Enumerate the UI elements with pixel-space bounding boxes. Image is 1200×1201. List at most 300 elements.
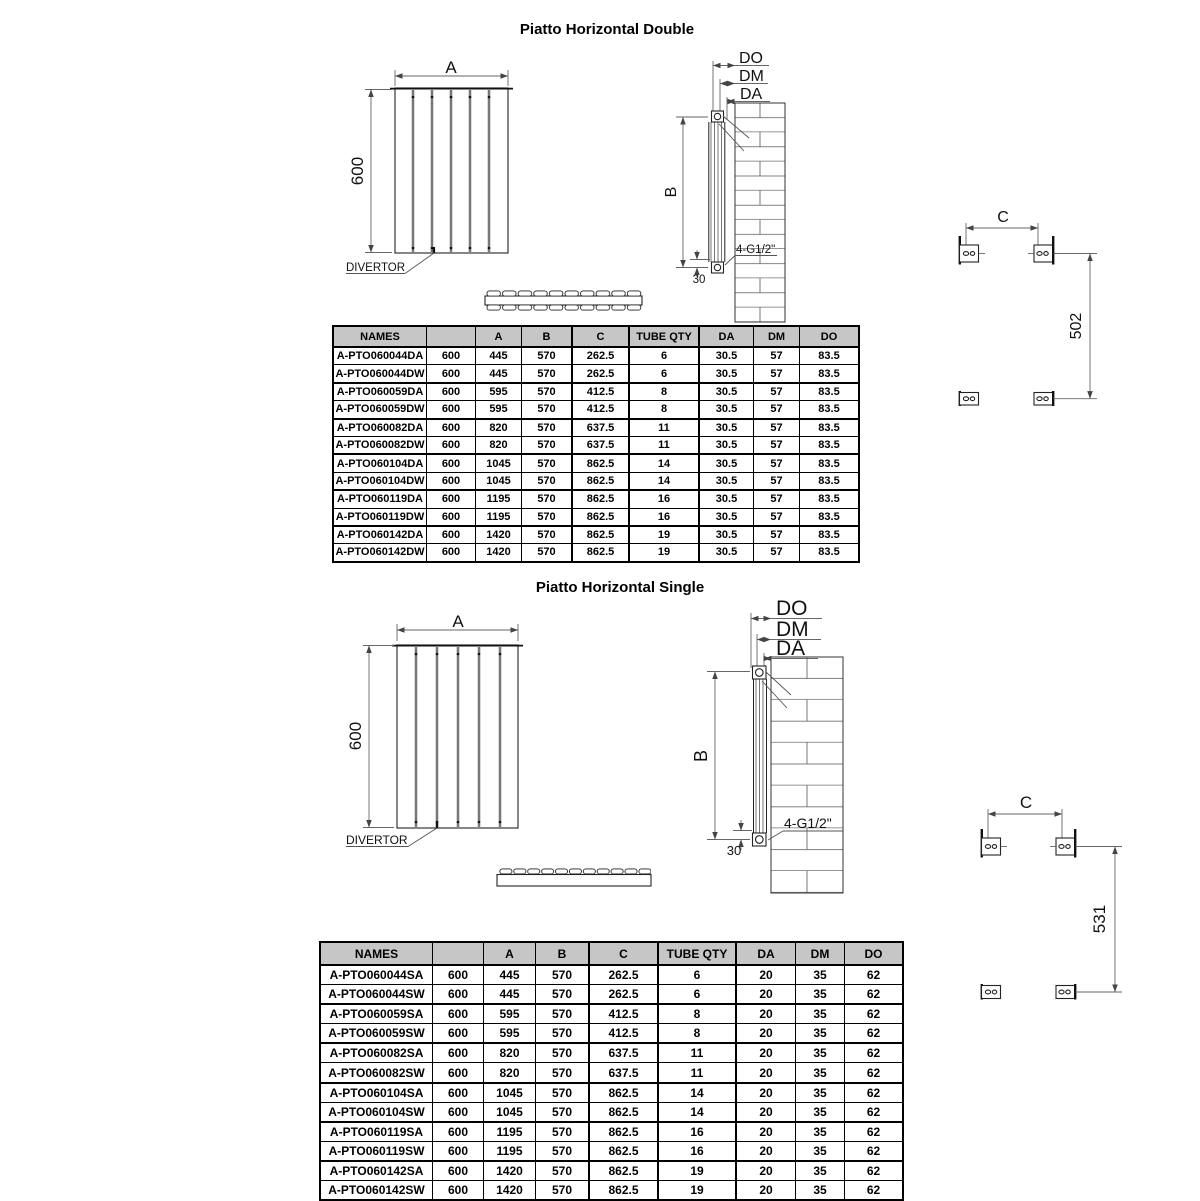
model-name-cell: A-PTO060044DA [333,347,427,365]
table-row [320,1102,903,1122]
spec-value-cell: 83.5 [800,454,860,472]
spec-value-cell: 19 [658,1161,736,1181]
dim-c [988,793,1062,842]
spec-value-cell: 600 [427,526,476,544]
spec-value-cell: 83.5 [800,526,860,544]
spec-value-cell: 83.5 [800,419,860,437]
spec-value-cell: 862.5 [589,1181,658,1201]
spec-value-cell: 570 [536,1043,590,1063]
spec-value-cell: 1195 [484,1122,536,1142]
wall [771,657,843,893]
spec-value-cell: 600 [427,401,476,419]
model-name-cell: A-PTO060142DA [333,526,427,544]
model-name-cell: A-PTO060059SA [320,1004,433,1024]
dim-b [663,117,708,268]
spec-value-cell: 20 [736,965,796,985]
model-name-cell: A-PTO060119DA [333,490,427,508]
spec-value-cell: 30.5 [699,472,754,490]
spec-value-cell: 262.5 [589,965,658,985]
dim-label-b: B [691,749,711,763]
spec-value-cell: 820 [476,419,522,437]
column-header: C [572,326,629,347]
spec-value-cell: 57 [754,401,800,419]
spec-value-cell: 570 [522,544,573,562]
spec-value-cell: 83.5 [800,365,860,383]
table-row [320,1161,903,1181]
dim-a [397,612,518,641]
spec-value-cell: 820 [484,1063,536,1083]
bracket-top-left [960,236,986,265]
spec-value-cell: 20 [736,1083,796,1103]
spec-value-cell: 862.5 [589,1102,658,1122]
spec-value-cell: 570 [536,1181,590,1201]
column-header: NAMES [320,942,433,965]
dim-label-do: DO [776,597,808,620]
table-row [333,544,859,562]
column-header: DO [800,326,860,347]
radiator-front [392,645,523,828]
spec-value-cell: 35 [796,965,845,985]
table-row [320,1024,903,1044]
spec-value-cell: 14 [629,472,699,490]
spec-value-cell: 30.5 [699,454,754,472]
spec-value-cell: 570 [536,1024,590,1044]
model-name-cell: A-PTO060082SA [320,1043,433,1063]
spec-value-cell: 16 [658,1141,736,1161]
spec-value-cell: 62 [845,1004,904,1024]
bracket-bottom-left [960,391,979,406]
spec-value-cell: 637.5 [589,1063,658,1083]
dim-30 [727,820,752,858]
spec-value-cell: 600 [427,383,476,401]
table-row [320,1043,903,1063]
dim-label-a: A [452,612,464,631]
spec-value-cell: 570 [536,1102,590,1122]
spec-value-cell: 570 [522,526,573,544]
dim-label-c: C [1019,793,1033,812]
spec-value-cell: 600 [433,1063,484,1083]
spec-value-cell: 1195 [484,1141,536,1161]
spec-value-cell: 20 [736,1181,796,1201]
spec-value-cell: 14 [658,1102,736,1122]
spec-value-cell: 600 [427,365,476,383]
table-header [333,326,859,347]
spec-value-cell: 600 [427,347,476,365]
spec-value-cell: 83.5 [800,436,860,454]
spec-value-cell: 30.5 [699,490,754,508]
dim-label-dm: DM [739,68,764,85]
spec-value-cell: 570 [522,419,573,437]
spec-value-cell: 30.5 [699,383,754,401]
spec-value-cell: 595 [476,383,522,401]
spec-value-cell: 600 [427,508,476,526]
cross-section-double [485,290,642,311]
spec-value-cell: 20 [736,1161,796,1181]
spec-value-cell: 412.5 [589,1024,658,1044]
spec-value-cell: 570 [536,1122,590,1142]
spec-value-cell: 600 [433,1141,484,1161]
spec-value-cell: 62 [845,1161,904,1181]
model-name-cell: A-PTO060104SW [320,1102,433,1122]
spec-value-cell: 20 [736,1063,796,1083]
spec-value-cell: 600 [433,1102,484,1122]
dim-502 [1054,254,1098,399]
spec-value-cell: 600 [427,454,476,472]
model-name-cell: A-PTO060142SW [320,1181,433,1201]
spec-value-cell: 445 [476,365,522,383]
bracket-top-right [1028,236,1053,265]
spec-value-cell: 35 [796,1024,845,1044]
spec-value-cell: 1045 [484,1102,536,1122]
spec-value-cell: 16 [658,1122,736,1142]
thread-label: 4-G1/2" [784,815,832,831]
bracket-bottom-right [1056,984,1075,1000]
bracket-top-right [1050,829,1075,858]
spec-value-cell: 35 [796,1161,845,1181]
dim-a [395,58,508,86]
spec-value-cell: 83.5 [800,383,860,401]
column-header: TUBE QTY [629,326,699,347]
spec-value-cell: 35 [796,1141,845,1161]
bracket-top-left [982,829,1008,858]
spec-value-cell: 570 [522,508,573,526]
spec-value-cell: 862.5 [572,508,629,526]
model-name-cell: A-PTO060044SW [320,985,433,1005]
spec-value-cell: 262.5 [589,985,658,1005]
spec-value-cell: 20 [736,1141,796,1161]
table-row [320,1063,903,1083]
bracket-bottom-right [1034,391,1053,406]
spec-value-cell: 57 [754,383,800,401]
spec-value-cell: 600 [427,419,476,437]
model-name-cell: A-PTO060142SA [320,1161,433,1181]
spec-value-cell: 820 [476,436,522,454]
spec-table-double [332,325,860,563]
spec-value-cell: 570 [536,1004,590,1024]
table-row [320,1181,903,1201]
spec-value-cell: 600 [427,436,476,454]
spec-value-cell: 35 [796,1004,845,1024]
single-front-view [330,595,680,895]
dim-label-30: 30 [726,843,742,858]
table-header [320,942,903,965]
column-header: DM [796,942,845,965]
spec-value-cell: 35 [796,1122,845,1142]
model-name-cell: A-PTO060082DA [333,419,427,437]
model-name-cell: A-PTO060104DA [333,454,427,472]
spec-value-cell: 8 [629,383,699,401]
spec-value-cell: 600 [427,544,476,562]
spec-value-cell: 30.5 [699,544,754,562]
spec-value-cell: 600 [433,1161,484,1181]
spec-value-cell: 570 [536,985,590,1005]
spec-value-cell: 1420 [484,1181,536,1201]
spec-value-cell: 20 [736,1122,796,1142]
spec-value-cell: 30.5 [699,347,754,365]
column-header: DA [736,942,796,965]
dim-b [691,672,750,840]
column-header: DO [845,942,904,965]
model-name-cell: A-PTO060104DW [333,472,427,490]
spec-value-cell: 20 [736,1043,796,1063]
spec-value-cell: 445 [476,347,522,365]
spec-value-cell: 570 [522,436,573,454]
spec-value-cell: 35 [796,1181,845,1201]
spec-value-cell: 600 [427,490,476,508]
spec-value-cell: 57 [754,544,800,562]
dim-600 [348,90,392,253]
bracket-bottom-left [982,984,1001,1000]
spec-value-cell: 62 [845,1063,904,1083]
double-bracket-diagram [930,195,1110,420]
spec-value-cell: 8 [658,1024,736,1044]
spec-value-cell: 862.5 [572,490,629,508]
spec-value-cell: 30.5 [699,508,754,526]
spec-value-cell: 820 [484,1043,536,1063]
spec-value-cell: 57 [754,472,800,490]
spec-value-cell: 20 [736,1024,796,1044]
spec-value-cell: 600 [433,965,484,985]
radiator-front [390,88,513,253]
spec-value-cell: 412.5 [572,383,629,401]
section-title-single: Piatto Horizontal Single [535,579,705,596]
spec-value-cell: 1195 [476,490,522,508]
spec-value-cell: 83.5 [800,490,860,508]
cross-section-single [497,868,651,886]
model-name-cell: A-PTO060044DW [333,365,427,383]
spec-value-cell: 62 [845,1181,904,1201]
spec-value-cell: 1420 [484,1161,536,1181]
table-row [320,1141,903,1161]
spec-value-cell: 11 [658,1043,736,1063]
spec-value-cell: 62 [845,1043,904,1063]
spec-value-cell: 637.5 [572,436,629,454]
spec-value-cell: 570 [536,965,590,985]
dim-531 [1076,847,1123,993]
spec-value-cell: 30.5 [699,365,754,383]
column-header: DM [754,326,800,347]
dim-label-da: DA [740,86,763,103]
model-name-cell: A-PTO060059SW [320,1024,433,1044]
spec-value-cell: 35 [796,1043,845,1063]
spec-value-cell: 1420 [476,526,522,544]
column-header: A [476,326,522,347]
divertor-label: DIVERTOR [346,833,408,847]
spec-value-cell: 57 [754,454,800,472]
spec-value-cell: 1045 [484,1083,536,1103]
spec-value-cell: 62 [845,965,904,985]
spec-value-cell: 570 [522,401,573,419]
spec-value-cell: 83.5 [800,401,860,419]
spec-value-cell: 570 [522,490,573,508]
dim-label-dm: DM [776,618,809,641]
spec-value-cell: 62 [845,1083,904,1103]
spec-value-cell: 11 [658,1063,736,1083]
table-row [320,965,903,985]
spec-value-cell: 862.5 [572,454,629,472]
spec-value-cell: 35 [796,985,845,1005]
spec-value-cell: 83.5 [800,347,860,365]
spec-value-cell: 62 [845,1141,904,1161]
section-title-double: Piatto Horizontal Double [519,21,695,38]
spec-value-cell: 262.5 [572,347,629,365]
spec-value-cell: 570 [536,1161,590,1181]
model-name-cell: A-PTO060119SW [320,1141,433,1161]
wall [735,103,785,322]
spec-value-cell: 600 [433,1043,484,1063]
spec-value-cell: 8 [658,1004,736,1024]
column-header: TUBE QTY [658,942,736,965]
table-row [333,365,859,383]
spec-value-cell: 412.5 [572,401,629,419]
spec-value-cell: 16 [629,490,699,508]
spec-value-cell: 445 [484,965,536,985]
dim-label-b: B [663,186,680,198]
spec-value-cell: 595 [476,401,522,419]
thread-label: 4-G1/2" [736,244,776,256]
column-header: DA [699,326,754,347]
dim-label-600: 600 [348,156,367,186]
column-header: NAMES [333,326,427,347]
spec-value-cell: 57 [754,436,800,454]
spec-value-cell: 637.5 [589,1043,658,1063]
spec-value-cell: 83.5 [800,544,860,562]
spec-value-cell: 20 [736,1102,796,1122]
spec-value-cell: 57 [754,365,800,383]
column-header: A [484,942,536,965]
dim-label-30: 30 [692,274,706,286]
column-header: B [522,326,573,347]
spec-value-cell: 570 [522,365,573,383]
spec-value-cell: 14 [629,454,699,472]
spec-value-cell: 1045 [476,472,522,490]
double-front-view [330,40,670,325]
spec-value-cell: 16 [629,508,699,526]
spec-value-cell: 862.5 [589,1161,658,1181]
divertor-label: DIVERTOR [346,262,406,274]
spec-value-cell: 57 [754,508,800,526]
spec-value-cell: 35 [796,1063,845,1083]
model-name-cell: A-PTO060142DW [333,544,427,562]
spec-value-cell: 57 [754,419,800,437]
table-row [333,401,859,419]
dim-label-da: DA [776,637,806,660]
single-bracket-diagram [950,790,1140,1010]
spec-value-cell: 62 [845,1122,904,1142]
spec-value-cell: 600 [433,1024,484,1044]
spec-value-cell: 570 [536,1063,590,1083]
spec-value-cell: 637.5 [572,419,629,437]
spec-value-cell: 570 [522,454,573,472]
model-name-cell: A-PTO060082DW [333,436,427,454]
spec-value-cell: 19 [629,526,699,544]
table-row [333,490,859,508]
spec-value-cell: 20 [736,1004,796,1024]
table-row [333,454,859,472]
spec-value-cell: 30.5 [699,436,754,454]
spec-value-cell: 600 [433,1122,484,1142]
spec-value-cell: 19 [658,1181,736,1201]
spec-value-cell: 570 [522,472,573,490]
spec-value-cell: 35 [796,1083,845,1103]
spec-value-cell: 412.5 [589,1004,658,1024]
spec-value-cell: 1195 [476,508,522,526]
spec-value-cell: 30.5 [699,526,754,544]
model-name-cell: A-PTO060119SA [320,1122,433,1142]
spec-value-cell: 83.5 [800,508,860,526]
column-header [433,942,484,965]
spec-value-cell: 57 [754,526,800,544]
spec-value-cell: 862.5 [589,1083,658,1103]
spec-value-cell: 1045 [476,454,522,472]
dim-label-531: 531 [1090,904,1109,934]
table-row [333,526,859,544]
double-side-view [660,40,810,335]
column-header [427,326,476,347]
dim-label-600: 600 [346,721,365,751]
column-header: C [589,942,658,965]
spec-value-cell: 600 [433,1083,484,1103]
dim-label-c: C [997,209,1009,226]
single-side-view [691,595,863,915]
spec-value-cell: 20 [736,985,796,1005]
table-row [333,508,859,526]
table-row [320,1083,903,1103]
table-row [320,1122,903,1142]
dim-label-do: DO [739,50,763,67]
table-row [333,436,859,454]
model-name-cell: A-PTO060059DW [333,401,427,419]
spec-value-cell: 862.5 [572,472,629,490]
spec-value-cell: 6 [658,965,736,985]
spec-value-cell: 600 [433,1181,484,1201]
table-row [333,383,859,401]
spec-value-cell: 600 [433,1004,484,1024]
spec-value-cell: 570 [522,347,573,365]
dim-label-502: 502 [1068,312,1085,340]
table-row [333,347,859,365]
spec-value-cell: 570 [536,1083,590,1103]
spec-value-cell: 862.5 [572,526,629,544]
table-row [333,472,859,490]
spec-value-cell: 600 [433,985,484,1005]
spec-value-cell: 570 [536,1141,590,1161]
model-name-cell: A-PTO060082SW [320,1063,433,1083]
spec-value-cell: 570 [522,383,573,401]
spec-value-cell: 445 [484,985,536,1005]
spec-value-cell: 62 [845,1102,904,1122]
spec-value-cell: 1420 [476,544,522,562]
dim-label-a: A [445,58,457,77]
spec-value-cell: 600 [427,472,476,490]
spec-value-cell: 62 [845,1024,904,1044]
model-name-cell: A-PTO060119DW [333,508,427,526]
spec-value-cell: 6 [629,347,699,365]
table-row [333,419,859,437]
model-name-cell: A-PTO060104SA [320,1083,433,1103]
spec-value-cell: 6 [658,985,736,1005]
spec-value-cell: 30.5 [699,401,754,419]
spec-value-cell: 83.5 [800,472,860,490]
spec-value-cell: 19 [629,544,699,562]
spec-value-cell: 14 [658,1083,736,1103]
spec-value-cell: 62 [845,985,904,1005]
spec-value-cell: 262.5 [572,365,629,383]
spec-value-cell: 862.5 [589,1141,658,1161]
spec-table-single [319,941,904,1201]
table-row [320,985,903,1005]
spec-value-cell: 30.5 [699,419,754,437]
